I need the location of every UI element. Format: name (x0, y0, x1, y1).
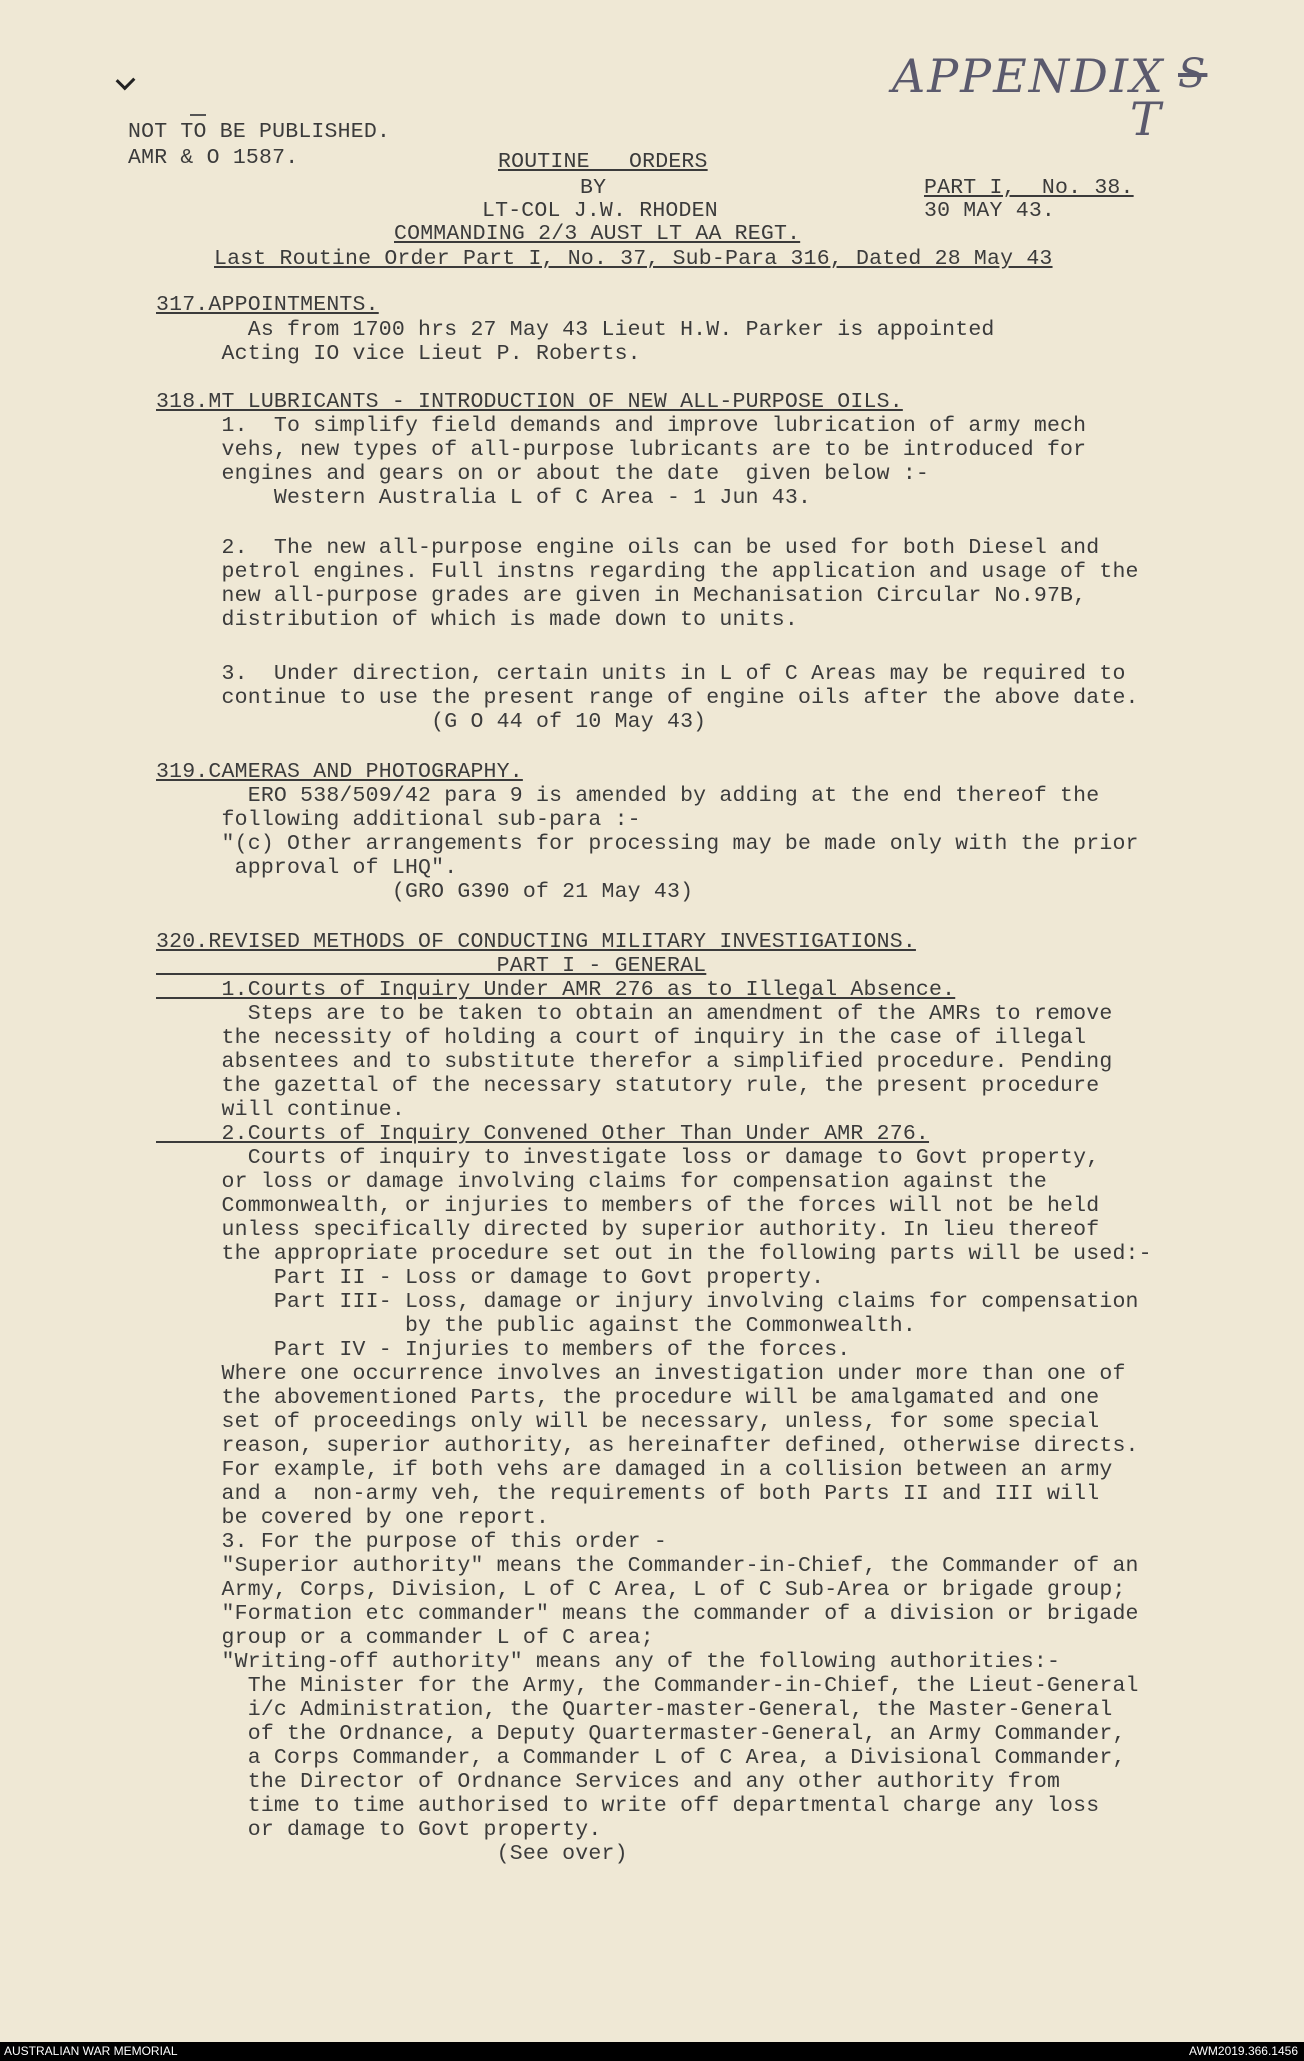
body-line: The Minister for the Army, the Commander-in-Chief, the Lieut-General (156, 1674, 1139, 1698)
body-line: 2. The new all-purpose engine oils can be used for both Diesel and (156, 536, 1100, 560)
order-title: ROUTINE ORDERS (498, 150, 708, 174)
body-line: Army, Corps, Division, L of C Area, L of C Sub-Area or brigade group; (156, 1578, 1126, 1602)
amr-reference: AMR & O 1587. (128, 146, 299, 170)
body-line: engines and gears on or about the date given below :- (156, 462, 930, 486)
section-heading: 317.APPOINTMENTS. (156, 293, 379, 317)
body-line: ERO 538/509/42 para 9 is amended by adding at the end thereof the (156, 784, 1100, 808)
body-line: a Corps Commander, a Commander L of C Area, a Divisional Commander, (156, 1746, 1126, 1770)
section-heading: 318.MT LUBRICANTS - INTRODUCTION OF NEW ALL-PURPOSE OILS. (156, 390, 903, 414)
subsection-heading: 1.Courts of Inquiry Under AMR 276 as to Illegal Absence. (156, 978, 956, 1002)
body-line: absentees and to substitute therefor a simplified procedure. Pending (156, 1050, 1113, 1074)
body-line: the necessity of holding a court of inquiry in the case of illegal (156, 1026, 1087, 1050)
body-line: "(c) Other arrangements for processing may be made only with the prior (156, 832, 1139, 856)
handwritten-appendix: APPENDIX (892, 49, 1165, 103)
check-mark-icon (116, 71, 136, 91)
body-line: Part III- Loss, damage or injury involving claims for compensation (156, 1290, 1139, 1314)
body-line: Acting IO vice Lieut P. Roberts. (156, 342, 641, 366)
body-line: or loss or damage involving claims for compensation against the (156, 1170, 1047, 1194)
order-citation: (GRO G390 of 21 May 43) (156, 880, 694, 904)
body-line: the abovementioned Parts, the procedure will be amalgamated and one (156, 1386, 1100, 1410)
body-line: Part II - Loss or damage to Govt property. (156, 1266, 825, 1290)
body-line: time to time authorised to write off departmental charge any loss (156, 1794, 1100, 1818)
body-line: Where one occurrence involves an investigation under more than one of (156, 1362, 1126, 1386)
body-line: following additional sub-para :- (156, 808, 641, 832)
body-line: group or a commander L of C area; (156, 1626, 654, 1650)
body-line: Steps are to be taken to obtain an amendment of the AMRs to remove (156, 1002, 1113, 1026)
body-line: and a non-army veh, the requirements of both Parts II and III will (156, 1482, 1100, 1506)
archive-reference: AWM2019.366.1456 (1189, 2044, 1298, 2058)
body-line: set of proceedings only will be necessary, unless, for some special (156, 1410, 1100, 1434)
body-line: or damage to Govt property. (156, 1818, 602, 1842)
body-line: of the Ordnance, a Deputy Quartermaster-General, an Army Commander, (156, 1722, 1126, 1746)
subsection-heading: 2.Courts of Inquiry Convened Other Than Under AMR 276. (156, 1122, 930, 1146)
body-line: Western Australia L of C Area - 1 Jun 43. (156, 486, 812, 510)
body-line: the appropriate procedure set out in the following parts will be used:- (156, 1242, 1152, 1266)
body-line: be covered by one report. (156, 1506, 550, 1530)
see-over-note: (See over) (156, 1842, 628, 1866)
body-line: reason, superior authority, as hereinafter defined, otherwise directs. (156, 1434, 1139, 1458)
body-line: 3. Under direction, certain units in L of C Areas may be required to (156, 662, 1126, 686)
commanding-unit: COMMANDING 2/3 AUST LT AA REGT. (394, 222, 801, 246)
body-line: i/c Administration, the Quarter-master-General, the Master-General (156, 1698, 1113, 1722)
section-heading: 319.CAMERAS AND PHOTOGRAPHY. (156, 760, 523, 784)
handwritten-appendix-letter: T (1130, 92, 1163, 146)
body-line: new all-purpose grades are given in Mechanisation Circular No.97B, (156, 584, 1087, 608)
body-line: petrol engines. Full instns regarding the application and usage of the (156, 560, 1139, 584)
body-line: 3. For the purpose of this order - (156, 1530, 667, 1554)
pen-mark (190, 114, 206, 116)
body-line: For example, if both vehs are damaged in a collision between an army (156, 1458, 1113, 1482)
last-routine-order: Last Routine Order Part I, No. 37, Sub-Para 316, Dated 28 May 43 (214, 247, 1053, 271)
body-line: continue to use the present range of engine oils after the above date. (156, 686, 1139, 710)
body-line: "Formation etc commander" means the commander of a division or brigade (156, 1602, 1139, 1626)
body-line: Courts of inquiry to investigate loss or damage to Govt property, (156, 1146, 1100, 1170)
body-line: "Writing-off authority" means any of the following authorities:- (156, 1650, 1061, 1674)
order-date: 30 MAY 43. (924, 199, 1056, 223)
body-line: Part IV - Injuries to members of the forces. (156, 1338, 851, 1362)
body-line: approval of LHQ". (156, 856, 458, 880)
body-line: will continue. (156, 1098, 405, 1122)
body-line: vehs, new types of all-purpose lubricants are to be introduced for (156, 438, 1087, 462)
body-line: the gazettal of the necessary statutory rule, the present procedure (156, 1074, 1100, 1098)
order-part-number: PART I, No. 38. (924, 176, 1134, 200)
body-line: Commonwealth, or injuries to members of the forces will not be held (156, 1194, 1100, 1218)
archive-name: AUSTRALIAN WAR MEMORIAL (4, 2044, 178, 2058)
archive-footer (0, 2042, 1304, 2061)
body-line: by the public against the Commonwealth. (156, 1314, 916, 1338)
body-line: 1. To simplify field demands and improve lubrication of army mech (156, 414, 1087, 438)
commander-name: LT-COL J.W. RHODEN (482, 199, 718, 223)
body-line: unless specifically directed by superior authority. In lieu thereof (156, 1218, 1100, 1242)
handwritten-struck-letter: S (1178, 51, 1208, 97)
not-published-note: NOT TO BE PUBLISHED. (128, 120, 391, 144)
body-line: "Superior authority" means the Commander-in-Chief, the Commander of an (156, 1554, 1139, 1578)
body-line: the Director of Ordnance Services and any other authority from (156, 1770, 1061, 1794)
order-citation: (G O 44 of 10 May 43) (156, 710, 707, 734)
body-line: distribution of which is made down to units. (156, 608, 799, 632)
part-heading: PART I - GENERAL (156, 954, 707, 978)
order-by: BY (580, 176, 607, 200)
section-heading: 320.REVISED METHODS OF CONDUCTING MILITARY INVESTIGATIONS. (156, 930, 916, 954)
body-line: As from 1700 hrs 27 May 43 Lieut H.W. Parker is appointed (156, 318, 995, 342)
